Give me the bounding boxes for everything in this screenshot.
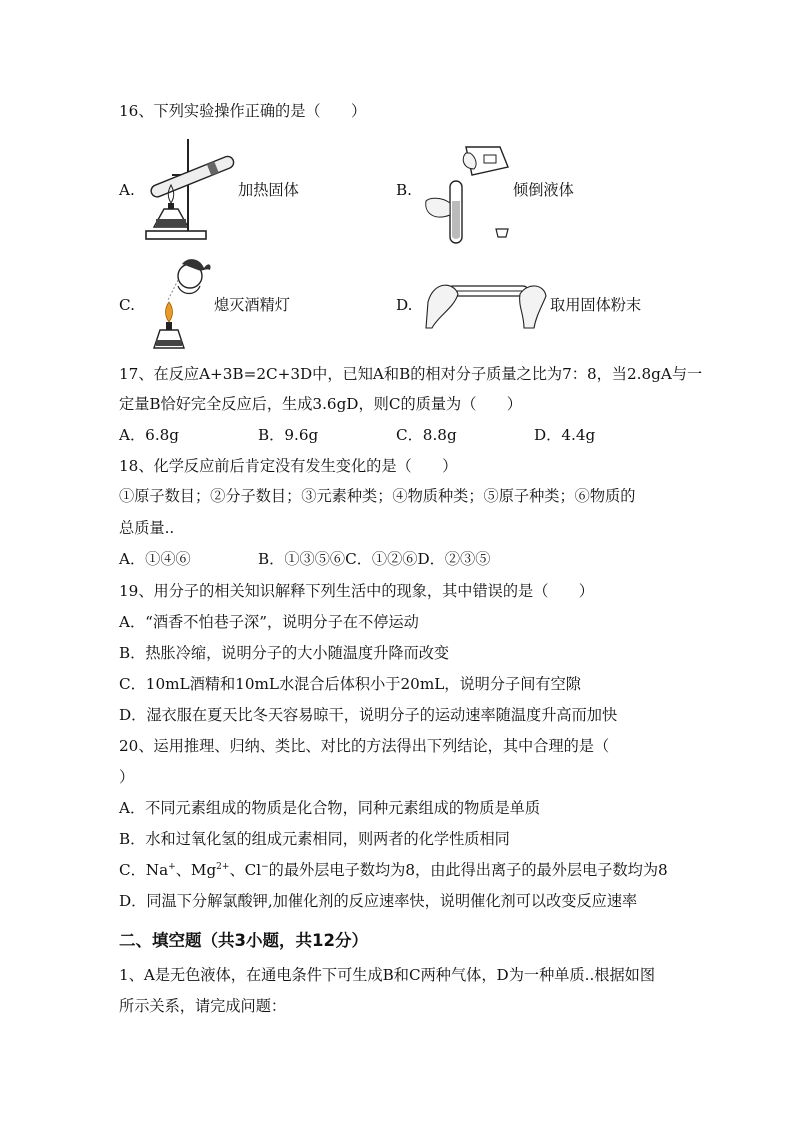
- q16-option-d-label: D.: [396, 296, 413, 314]
- extinguishing-lamp-figure: [148, 256, 216, 354]
- q20-option-c-prefix: C．Na: [119, 861, 169, 879]
- q19-option-d: D．湿衣服在夏天比冬天容易晾干，说明分子的运动速率随温度升高而加快: [119, 706, 618, 724]
- q18-options-b-c-d: B．①③⑤⑥C．①②⑥D．②③⑤: [258, 550, 491, 568]
- q16-option-b-label: B.: [396, 181, 412, 199]
- q20-option-c: [119, 860, 668, 880]
- q19-option-a: A．“酒香不怕巷子深”，说明分子在不停运动: [119, 613, 419, 631]
- q17-option-a: A．6.8g: [119, 426, 180, 444]
- q18-option-a: A．①④⑥: [119, 550, 191, 568]
- q17-option-b: B．9.6g: [258, 426, 319, 444]
- q20-option-c-mid-1: 、Mg: [175, 861, 217, 879]
- q20-option-b: B．水和过氧化氢的组成元素相同，则两者的化学性质相同: [119, 830, 510, 848]
- q16-option-a-text: 加热固体: [238, 181, 299, 199]
- chloride-ion-charge: −: [261, 862, 269, 872]
- q19-option-c: C．10mL酒精和10mL水混合后体积小于20mL，说明分子间有空隙: [119, 675, 581, 693]
- question-18-line-2: ①原子数目；②分子数目；③元素种类；④物质种类；⑤原子种类；⑥物质的: [119, 487, 636, 505]
- q20-option-a: A．不同元素组成的物质是化合物，同种元素组成的物质是单质: [119, 799, 541, 817]
- section-2-q1-line-1: 1、A是无色液体，在通电条件下可生成B和C两种气体，D为一种单质..根据如图: [119, 966, 656, 984]
- question-17-line-1: 17、在反应A+3B=2C+3D中，已知A和B的相对分子质量之比为7：8，当2.8gA与一: [119, 365, 703, 383]
- q17-option-c: C．8.8g: [396, 426, 457, 444]
- q16-option-c-label: C.: [119, 296, 135, 314]
- q20-option-c-mid-2: 、Cl: [229, 861, 262, 879]
- heating-solid-apparatus-figure: [142, 131, 242, 243]
- magnesium-ion-charge: 2+: [216, 862, 230, 872]
- section-2-q1-line-2: 所示关系，请完成问题：: [119, 997, 287, 1015]
- question-18-line-3: 总质量..: [119, 519, 175, 537]
- question-19-stem: 19、用分子的相关知识解释下列生活中的现象，其中错误的是（ ）: [119, 582, 594, 600]
- q16-option-b-text: 倾倒液体: [513, 181, 574, 199]
- sodium-ion-charge: +: [168, 862, 176, 872]
- q16-option-d-text: 取用固体粉末: [550, 296, 642, 314]
- taking-solid-powder-figure: [424, 272, 548, 332]
- question-20-line-2: ）: [119, 768, 135, 786]
- q17-option-d: D．4.4g: [534, 426, 596, 444]
- q19-option-b: B．热胀冷缩，说明分子的大小随温度升降而改变: [119, 644, 450, 662]
- question-17-line-2: 定量B恰好完全反应后，生成3.6gD，则C的质量为（ ）: [119, 395, 522, 413]
- q20-option-c-rest: 的最外层电子数均为8，由此得出离子的最外层电子数均为8: [268, 861, 668, 879]
- q16-option-a-label: A.: [119, 181, 135, 199]
- question-20-line-1: 20、运用推理、归纳、类比、对比的方法得出下列结论，其中合理的是（: [119, 737, 610, 755]
- pouring-liquid-figure: [420, 141, 520, 245]
- q20-option-d: D．同温下分解氯酸钾,加催化剂的反应速率快，说明催化剂可以改变反应速率: [119, 892, 638, 910]
- q16-option-c-text: 熄灭酒精灯: [214, 296, 290, 314]
- question-16-stem: 16、下列实验操作正确的是（ ）: [119, 102, 367, 120]
- question-18-line-1: 18、化学反应前后肯定没有发生变化的是（ ）: [119, 457, 458, 475]
- section-2-heading: 二、填空题（共3小题，共12分）: [119, 931, 368, 950]
